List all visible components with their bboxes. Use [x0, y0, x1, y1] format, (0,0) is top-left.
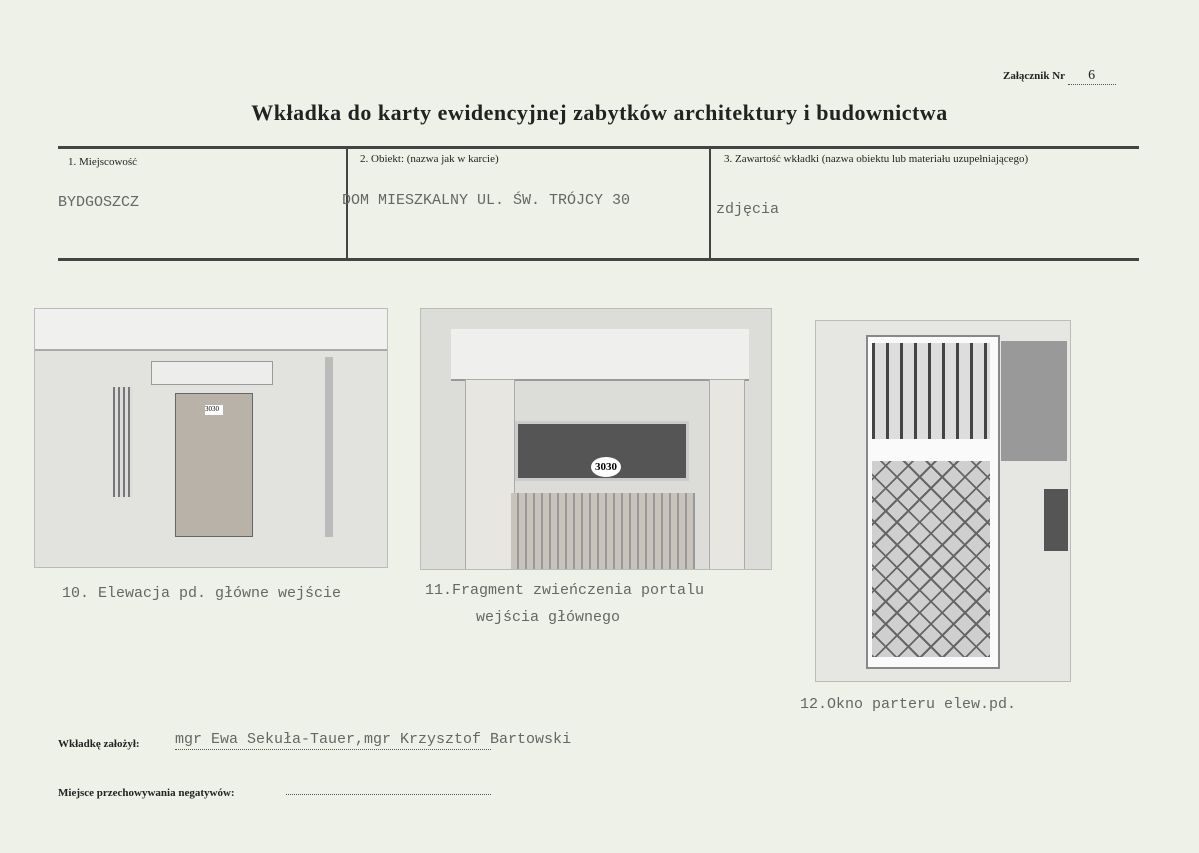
number-plate: 3030 [591, 457, 621, 477]
photo-caption-line1: 11.Fragment zwieńczenia portalu [425, 582, 705, 599]
author-label: Wkładkę założył: [58, 738, 140, 750]
photo-caption: 12.Okno parteru elew.pd. [800, 696, 1017, 713]
negatives-field [286, 784, 491, 795]
field-value-object: DOM MIESZKALNY UL. ŚW. TRÓJCY 30 [342, 192, 631, 209]
field-value-contents: zdjęcia [716, 201, 780, 218]
annex-number: 6 [1068, 68, 1116, 85]
column-divider [709, 148, 711, 258]
photo-portal-crown [420, 308, 772, 570]
page-title: Wkładka do karty ewidencyjnej zabytków architektury i budownictwa [251, 100, 948, 125]
photo-south-elevation [34, 308, 388, 568]
annex-label-text: Załącznik Nr [1003, 70, 1065, 82]
table-bottom-rule [58, 258, 1139, 261]
negatives-label: Miejsce przechowywania negatywów: [58, 787, 235, 799]
number-plate: 3030 [205, 405, 223, 415]
field-label-locality: 1. Miejscowość [68, 156, 138, 168]
field-value-locality: BYDGOSZCZ [58, 194, 140, 211]
field-label-contents: 3. Zawartość wkładki (nazwa obiektu lub materiału uzupełniającego) [724, 153, 1029, 165]
annex-label [1003, 68, 1116, 85]
field-label-object: 2. Obiekt: (nazwa jak w karcie) [360, 153, 499, 165]
photo-caption: 10. Elewacja pd. główne wejście [62, 585, 342, 602]
photo-caption-line2: wejścia głównego [476, 609, 621, 626]
author-field: mgr Ewa Sekuła-Tauer,mgr Krzysztof Bartowski [175, 731, 572, 748]
table-top-rule [58, 146, 1139, 149]
photo-ground-floor-window [815, 320, 1071, 682]
